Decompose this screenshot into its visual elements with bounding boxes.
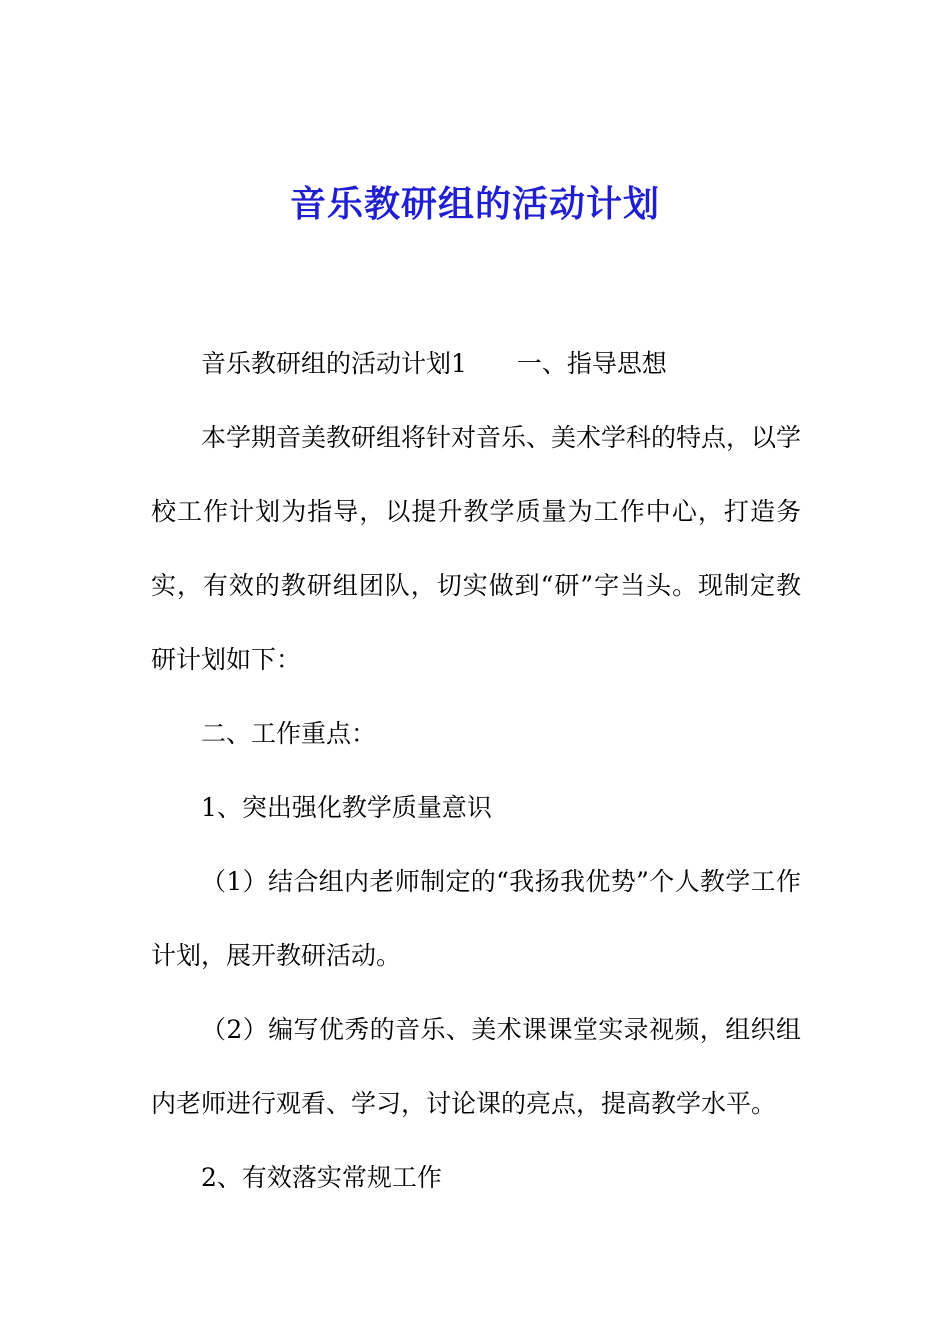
section-heading-work-focus: 二、工作重点： (201, 719, 377, 748)
paragraph-heading-line (151, 327, 801, 401)
list-item-1: 1、突出强化教学质量意识 (201, 793, 492, 822)
paragraph-intro: 本学期音美教研组将针对音乐、美术学科的特点，以学校工作计划为指导，以提升教学质量为工作中心，打造务实，有效的教研组团队，切实做到“研”字当头。现制定教研计划如下： (151, 423, 802, 674)
list-item-1-sub-1: （1）结合组内老师制定的“我扬我优势”个人教学工作计划，展开教研活动。 (151, 867, 801, 970)
section-heading-guiding-ideology: 一、指导思想 (516, 349, 667, 378)
document-body (151, 327, 801, 1215)
list-item-1-sub-2: （2）编写优秀的音乐、美术课课堂实录视频，组织组内老师进行观看、学习，讨论课的亮点，提高教学水平。 (151, 1015, 801, 1118)
plan-subtitle: 音乐教研组的活动计划1 (201, 349, 467, 378)
document-title: 音乐教研组的活动计划 (289, 183, 660, 225)
list-item-2: 2、有效落实常规工作 (201, 1163, 442, 1192)
